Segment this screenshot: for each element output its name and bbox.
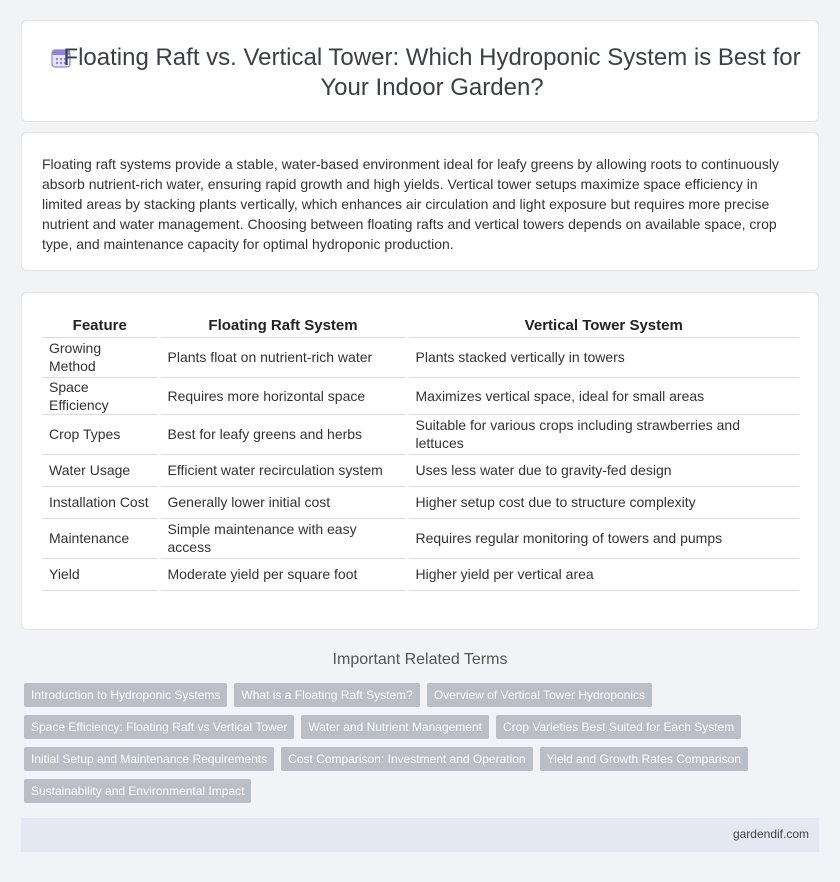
related-terms-list [24,683,804,811]
summary-card [21,132,819,271]
header-floating-raft: Floating Raft System [159,315,407,337]
cell-raft: Simple maintenance with easy access [159,518,407,558]
table-row [42,454,799,486]
cell-tower: Requires regular monitoring of towers and pumps [407,518,799,558]
header-vertical-tower: Vertical Tower System [407,315,799,337]
cell-raft: Moderate yield per square foot [159,558,407,590]
cell-tower: Suitable for various crops including strawberries and lettuces [407,414,799,454]
cell-raft: Plants float on nutrient-rich water [159,337,407,377]
comparison-table [42,315,799,591]
cell-tower: Higher yield per vertical area [407,558,799,590]
cell-feature: Installation Cost [42,486,159,518]
cell-tower: Uses less water due to gravity-fed design [407,454,799,486]
header-feature: Feature [42,315,159,337]
table-row [42,414,799,454]
comparison-card [21,292,819,630]
tag-water-nutrient-management[interactable]: Water and Nutrient Management [301,715,489,739]
cell-tower: Higher setup cost due to structure complexity [407,486,799,518]
tag-yield-growth[interactable]: Yield and Growth Rates Comparison [540,747,748,771]
cell-feature: Growing Method [42,337,159,377]
cell-feature: Space Efficiency [42,377,159,414]
table-row [42,337,799,377]
footer-site-link[interactable]: gardendif.com [732,827,809,841]
cell-raft: Requires more horizontal space [159,377,407,414]
tag-floating-raft-system[interactable]: What is a Floating Raft System? [234,683,419,707]
table-row [42,486,799,518]
cell-raft: Generally lower initial cost [159,486,407,518]
cell-feature: Maintenance [42,518,159,558]
tag-vertical-tower-overview[interactable]: Overview of Vertical Tower Hydroponics [427,683,652,707]
table-row [42,558,799,590]
table-header-row [42,315,799,337]
tag-introduction-hydroponics[interactable]: Introduction to Hydroponic Systems [24,683,227,707]
tag-setup-maintenance[interactable]: Initial Setup and Maintenance Requirements [24,747,274,771]
header-card [21,20,819,122]
footer-bar [21,818,819,852]
cell-feature: Water Usage [42,454,159,486]
cell-tower: Maximizes vertical space, ideal for small areas [407,377,799,414]
summary-paragraph: Floating raft systems provide a stable, water-based environment ideal for leafy greens by allowing roots to continuously absorb nutrient-rich water, ensuring rapid growth and high yields. Vertical tower setups maximize space efficiency in limited areas by stacking plants vertically, which enhances air circulation and light exposure but requires more precise nutrient and water management. Choosing between floating rafts and vertical towers depends on available space, crop type, and maintenance capacity for optimal hydroponic production. [42,156,779,252]
tag-sustainability[interactable]: Sustainability and Environmental Impact [24,779,251,803]
page-title: Floating Raft vs. Vertical Tower: Which Hydroponic System is Best for Your Indoor Garden? [63,44,801,101]
cell-feature: Yield [42,558,159,590]
table-row [42,518,799,558]
tag-cost-comparison[interactable]: Cost Comparison: Investment and Operation [281,747,532,771]
related-terms-heading: Important Related Terms [332,651,508,668]
tag-space-efficiency[interactable]: Space Efficiency: Floating Raft vs Vertical Tower [24,715,294,739]
cell-raft: Efficient water recirculation system [159,454,407,486]
cell-feature: Crop Types [42,414,159,454]
cell-tower: Plants stacked vertically in towers [407,337,799,377]
table-row [42,377,799,414]
tag-crop-varieties[interactable]: Crop Varieties Best Suited for Each System [496,715,741,739]
cell-raft: Best for leafy greens and herbs [159,414,407,454]
